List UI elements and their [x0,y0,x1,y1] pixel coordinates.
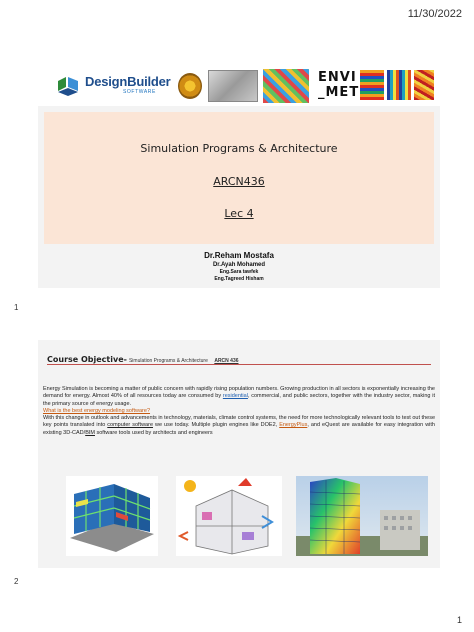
heatmap-thumbnail-2 [387,70,411,100]
tower-thermal-image [296,476,428,556]
seal-logo [178,73,202,99]
computer-software-link[interactable]: computer software [107,422,153,429]
slide-title: Simulation Programs & Architecture [140,142,338,155]
heatmap-thumbnail-1 [360,70,384,100]
slide-1 [38,66,440,288]
text-run: , and eQuest are available for easy integration with existing 3D-CAD/ [43,422,435,436]
slide-2 [38,340,440,568]
logo-strip [38,66,440,106]
building-energy-model-thumbnail [263,69,309,103]
house-section-image [176,476,282,556]
course-code: ARCN436 [213,175,265,188]
author-engineer: Eng.Sara tawfek [219,269,259,275]
heading-title: Course Objective- [47,355,127,364]
heading-course-code: ARCN 436 [214,358,239,364]
slide-number-2: 2 [14,577,19,586]
envimet-logo [318,70,359,100]
author-engineer: Eng.Tagreed Hisham [214,276,264,282]
envimet-logo-bottom: _MET [318,85,360,100]
document-date: 11/30/2022 [407,8,462,20]
text-run: Energy Simulation is becoming a matter of public concern with rapidly rising population numbers. Growing production in all sectors is exponentially increasing the demand for energy. Almost 40% of all resources today are consumed by [43,386,435,400]
text-run: With this change in outlook and advancements in technology, materials, climate control systems, the need for more technologically relevant tools to test out these key points translated into [43,415,435,429]
author-secondary: Dr.Ayah Mohamed [212,262,266,268]
lecture-number: Lec 4 [224,207,254,220]
designbuilder-sub: SOFTWARE [123,89,156,95]
designbuilder-logo [56,74,176,98]
building-simulation-image [66,476,158,556]
software-screenshot-thumbnail [208,70,258,102]
sun-icon [184,480,196,492]
energyplus-link[interactable]: EnergyPlus [279,422,308,429]
text-run: , commercial, and public sectors, together with the industry sector, making it the primary source of energy usage. [43,393,435,407]
envimet-logo-top: ENVI [318,70,357,85]
designbuilder-name: DesignBuilder [85,74,171,89]
paragraph-energy [43,386,435,408]
slide-number-1: 1 [14,303,19,312]
author-primary: Dr.Reham Mostafa [204,251,274,260]
slide-body [43,386,435,437]
text-run: software tools used by architects and engineers [94,429,213,436]
paragraph-software [43,415,435,437]
author-list [38,251,440,283]
question-line: What is the best energy modeling software? [43,407,151,414]
text-run: we use today. Multiple plugin engines like DOE2, [153,422,280,429]
heading-divider [47,364,431,365]
page-number: 1 [456,615,462,625]
heading-subtitle: Simulation Programs & Architecture [128,358,208,364]
title-box [44,112,434,244]
residential-link[interactable]: residential [222,393,248,400]
heatmap-thumbnail-3 [414,70,434,100]
bim-link[interactable]: BIM [85,429,95,436]
designbuilder-mark-icon [56,75,80,97]
